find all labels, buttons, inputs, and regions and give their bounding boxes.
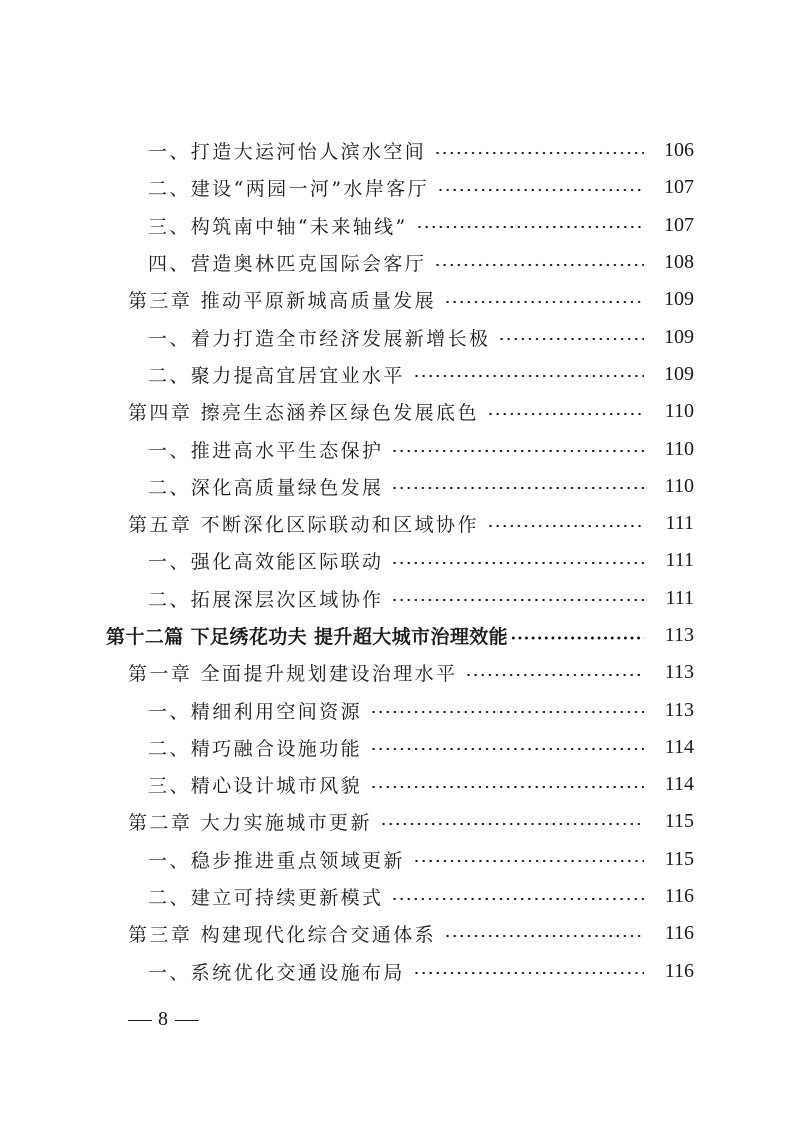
toc-entry[interactable]: [0, 841, 800, 878]
toc-entry-page: 107: [664, 176, 694, 199]
toc-entry-title: 二、建设“两园一河”水岸客厅: [148, 178, 430, 201]
toc-entry-title: 二、精巧融合设施功能: [148, 737, 363, 760]
dot-leader: [391, 561, 644, 565]
toc-entry-page: 113: [664, 661, 694, 684]
toc-entry[interactable]: [0, 766, 800, 803]
toc-entry[interactable]: [0, 468, 800, 505]
toc-entry-page: 114: [664, 735, 694, 758]
toc-entry-title: 一、系统优化交通设施布局: [148, 961, 405, 984]
toc-entry-page: 109: [664, 325, 694, 348]
toc-entry-page: 110: [664, 437, 694, 460]
dot-leader: [370, 785, 644, 789]
toc-entry-page: 111: [665, 586, 694, 609]
toc-entry[interactable]: [0, 207, 800, 244]
toc-entry-page: 106: [664, 139, 694, 162]
dot-leader: [437, 188, 644, 192]
toc-entry-title: 二、拓展深层次区域协作: [148, 588, 384, 611]
toc-entry-page: 107: [664, 213, 694, 236]
toc-entry-title: 第一章 全面提升规划建设治理水平: [128, 663, 458, 686]
dot-leader: [487, 524, 644, 528]
toc-entry-title: 二、深化高质量绿色发展: [148, 476, 384, 499]
dot-leader: [434, 151, 644, 155]
dot-leader: [444, 934, 644, 938]
toc-entry-title: 一、稳步推进重点领域更新: [148, 849, 405, 872]
dot-leader: [370, 710, 644, 714]
toc-entry-title: 一、打造大运河怡人滨水空间: [148, 141, 427, 164]
dot-leader: [487, 412, 644, 416]
page-number: 8: [158, 1008, 169, 1030]
dot-leader: [391, 449, 644, 453]
toc-entry-page: 116: [664, 885, 694, 908]
toc-entry[interactable]: [0, 318, 800, 355]
toc-chapter-entry[interactable]: [0, 654, 800, 691]
toc-chapter-entry[interactable]: [0, 281, 800, 318]
toc-entry-page: 116: [664, 959, 694, 982]
toc-entry[interactable]: [0, 244, 800, 281]
dot-leader: [391, 486, 644, 490]
dot-leader: [370, 747, 644, 751]
toc-entry-page: 113: [664, 624, 694, 646]
toc-entry-title: 第三章 推动平原新城高质量发展: [128, 290, 437, 313]
toc-entry[interactable]: [0, 430, 800, 467]
toc-chapter-entry[interactable]: [0, 803, 800, 840]
toc-entry-page: 113: [664, 698, 694, 721]
toc-chapter-entry[interactable]: [0, 393, 800, 430]
toc-entry-title: 第四章 擦亮生态涵养区绿色发展底色: [128, 402, 479, 425]
toc-entry-title: 一、着力打造全市经济发展新增长极: [148, 327, 491, 350]
toc-entry[interactable]: [0, 542, 800, 579]
dot-leader: [391, 897, 644, 901]
toc-entry[interactable]: [0, 953, 800, 990]
toc-entry-page: 109: [664, 362, 694, 385]
dot-leader: [416, 225, 644, 229]
toc-entry-page: 108: [664, 251, 694, 274]
toc-entry-title: 二、建立可持续更新模式: [148, 887, 384, 910]
toc-chapter-entry[interactable]: [0, 505, 800, 542]
dot-leader: [380, 822, 644, 826]
page-footer: [122, 1008, 205, 1031]
footer-dash-left: [128, 1020, 152, 1021]
dot-leader: [510, 636, 644, 640]
dot-leader: [413, 859, 644, 863]
toc-entry-title: 第十二篇 下足绣花功夫 提升超大城市治理效能: [106, 626, 509, 648]
toc-entry-title: 一、强化高效能区际联动: [148, 551, 384, 574]
toc-entry-page: 114: [664, 773, 694, 796]
toc-entry[interactable]: [0, 878, 800, 915]
dot-leader: [413, 374, 644, 378]
toc-entry-title: 第五章 不断深化区际联动和区域协作: [128, 514, 479, 537]
toc-entry-page: 110: [664, 400, 694, 423]
toc-entry-title: 四、营造奥林匹克国际会客厅: [148, 253, 427, 276]
toc-entry[interactable]: [0, 169, 800, 206]
toc-entry[interactable]: [0, 691, 800, 728]
toc-entry[interactable]: [0, 356, 800, 393]
footer-dash-right: [175, 1020, 199, 1021]
toc-entry-page: 111: [665, 512, 694, 535]
dot-leader: [465, 673, 644, 677]
toc-entry-title: 第三章 构建现代化综合交通体系: [128, 924, 437, 947]
dot-leader: [444, 300, 644, 304]
toc-entry-title: 三、精心设计城市风貌: [148, 775, 363, 798]
toc-entry-page: 111: [665, 549, 694, 572]
toc-entry-title: 一、精细利用空间资源: [148, 700, 363, 723]
dot-leader: [413, 971, 644, 975]
dot-leader: [391, 598, 644, 602]
toc-part-entry[interactable]: [0, 617, 800, 654]
toc-entry-title: 一、推进高水平生态保护: [148, 439, 384, 462]
toc-entry[interactable]: [0, 580, 800, 617]
dot-leader: [434, 263, 644, 267]
toc-chapter-entry[interactable]: [0, 915, 800, 952]
toc-entry-page: 115: [664, 810, 694, 833]
toc-entry-page: 110: [664, 474, 694, 497]
toc-entry-title: 二、聚力提高宜居宜业水平: [148, 364, 405, 387]
toc-entry-page: 115: [664, 847, 694, 870]
toc-entry[interactable]: [0, 132, 800, 169]
toc-entry[interactable]: [0, 729, 800, 766]
toc-entry-page: 116: [664, 922, 694, 945]
toc-entry-page: 109: [664, 288, 694, 311]
toc-entry-title: 三、构筑南中轴“未来轴线”: [148, 215, 408, 238]
table-of-contents: [0, 132, 800, 990]
dot-leader: [498, 337, 644, 341]
toc-entry-title: 第二章 大力实施城市更新: [128, 812, 372, 835]
